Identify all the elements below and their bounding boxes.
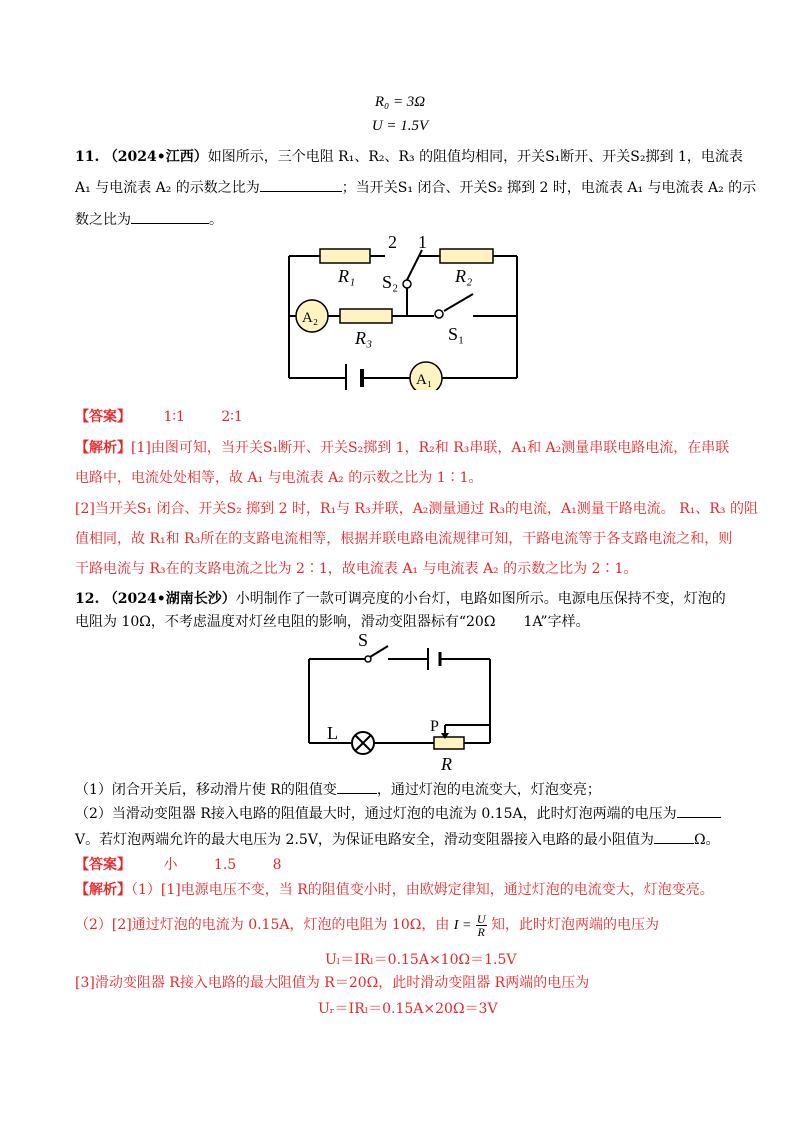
q12-formula-denominator: R xyxy=(477,924,485,939)
label-position-1: 1 xyxy=(418,232,427,252)
q11-analysis-2a: [2]当开关S₁ 闭合、开关S₂ 掷到 2 时，R₁与 R₃并联，A₂测量通过 R₃的电流，A₁测量干路电流。 R₁、R₃ 的阻 xyxy=(75,501,758,517)
q12-answer-label: 【答案】 xyxy=(75,857,131,873)
label-s1: S₁ xyxy=(448,324,465,344)
q11-text-c1: 数之比为 xyxy=(75,212,131,228)
q12-text-a: 小明制作了一款可调亮度的小台灯，电路如图所示。电源电压保持不变，灯泡的 xyxy=(235,591,726,607)
q11-analysis-line-3 xyxy=(75,499,758,519)
label-s2: S₂ xyxy=(382,272,399,292)
q12-blank-2 xyxy=(677,817,721,818)
label-position-2: 2 xyxy=(388,232,397,252)
q12-analysis-line-2 xyxy=(75,908,659,943)
q11-analysis-label: 【解析】 xyxy=(75,440,131,456)
q11-text-c2: 。 xyxy=(209,212,223,228)
q11-number: 11. xyxy=(75,149,100,165)
q12-text-b: 电阻为 10Ω，不考虑温度对灯丝电阻的影响，滑动变阻器标有“20Ω 1A”字样。 xyxy=(75,614,590,630)
q12-analysis-line-1 xyxy=(75,880,714,900)
q11-answer-2: 2∶1 xyxy=(221,409,243,425)
resistor-r1 xyxy=(320,249,370,263)
label-r2: R₂ xyxy=(455,266,473,286)
label-r: R xyxy=(441,754,452,774)
q12-source: （2024•湖南长沙） xyxy=(103,591,236,607)
label-l: L xyxy=(327,723,338,743)
q11-answer-1: 1∶1 xyxy=(163,409,185,425)
q12-sub1b: ，通过灯泡的电流变大，灯泡变亮； xyxy=(376,782,601,798)
q12-equation-1: Uₗ＝IRₗ＝0.15A×10Ω＝1.5V xyxy=(325,952,517,968)
q11-text-b1: A₁ 与电流表 A₂ 的示数之比为 xyxy=(75,180,260,196)
q11-analysis-1a: [1]由图可知，当开关S₁断开、开关S₂掷到 1，R₂和 R₃串联，A₁和 A₂测量串联电路电流，在串联 xyxy=(131,440,730,456)
q12-answer-line xyxy=(75,855,282,875)
q12-sub2c: Ω。 xyxy=(693,832,720,848)
q12-circuit-diagram xyxy=(300,632,500,778)
q12-formula-fraction xyxy=(476,913,487,938)
q12-sub2-line-2 xyxy=(75,830,720,850)
q12-sub2a: （2）当滑动变阻器 R接入电路的阻值最大时，通过灯泡的电流为 0.15A，此时灯泡两端的电压为 xyxy=(75,806,677,822)
label-r3: R₃ xyxy=(355,328,373,348)
q11-answer-label: 【答案】 xyxy=(75,409,131,425)
q11-analysis-2b: 值相同，故 R₁和 R₃所在的支路电流相等，根据并联电路电流规律可知，干路电流等于各支路电流之和，则 xyxy=(75,531,733,547)
q11-line-1 xyxy=(75,147,743,167)
q11-text-a: 如图所示，三个电阻 R₁、R₂、R₃ 的阻值均相同，开关S₁断开、开关S₂掷到 1，电流表 xyxy=(207,149,743,165)
q11-line-3 xyxy=(75,210,223,230)
q12-number: 12. xyxy=(75,591,100,607)
q12-sub1-line xyxy=(75,780,601,800)
q12-blank-3 xyxy=(654,843,694,844)
q12-formula-numerator: U xyxy=(476,911,486,926)
resistor-r2 xyxy=(440,249,493,263)
label-p: P xyxy=(430,718,439,735)
q11-analysis-line-1 xyxy=(75,438,729,458)
q11-analysis-1b: 电路中，电流处处相等，故 A₁ 与电流表 A₂ 的示数之比为 1∶1。 xyxy=(75,470,483,486)
q11-analysis-line-2 xyxy=(75,468,483,488)
q12-sub1a: （1）闭合开关后，移动滑片使 R的阻值变 xyxy=(75,782,337,798)
q11-source: （2024•江西） xyxy=(103,149,208,165)
q11-text-b2: ；当开关S₁ 闭合、开关S₂ 掷到 2 时，电流表 A₁ 与电流表 A₂ 的示 xyxy=(341,180,757,196)
q12-equation-2: Uᵣ＝IRₗ＝0.15A×20Ω＝3V xyxy=(318,1001,498,1017)
q12-answer-1: 小 xyxy=(163,857,178,873)
switch-s1-pivot xyxy=(435,310,443,318)
rheostat-r xyxy=(434,737,464,749)
switch-s-pivot xyxy=(365,656,371,662)
q11-analysis-2c: 干路电流与 R₃在的支路电流之比为 2∶1，故电流表 A₁ 与电流表 A₂ 的示数之比为 2∶1。 xyxy=(75,561,638,577)
formula-r0: R₀ = 3Ω xyxy=(374,94,426,110)
q12-analysis-line-3 xyxy=(75,973,589,993)
resistor-r3 xyxy=(340,309,392,323)
q12-answer-2: 1.5 xyxy=(213,857,237,873)
q12-sub2-line-1 xyxy=(75,804,721,824)
q11-answer-line xyxy=(75,407,243,427)
q12-line-1 xyxy=(75,589,726,609)
q11-line-2 xyxy=(75,178,756,198)
q11-blank-2 xyxy=(131,223,209,224)
q12-analysis-3: [3]滑动变阻器 R接入电路的最大阻值为 R＝20Ω，此时滑动变阻器 R两端的电压为 xyxy=(75,975,590,991)
q12-analysis-1: （1）[1]电源电压不变，当 R的阻值变小时，由欧姆定律知，通过灯泡的电流变大，灯泡变亮。 xyxy=(131,882,714,898)
q11-blank-1 xyxy=(260,191,342,192)
q12-answer-3: 8 xyxy=(272,857,282,873)
q12-sub2b: V。若灯泡两端允许的最大电压为 2.5V，为保证电路安全，滑动变阻器接入电路的最小阻值为 xyxy=(75,832,654,848)
q11-circuit-diagram xyxy=(280,230,530,390)
q12-analysis-2a: （2）[2]通过灯泡的电流为 0.15A，灯泡的电阻为 10Ω，由 xyxy=(75,917,450,933)
q12-analysis-2b: 知，此时灯泡两端的电压为 xyxy=(490,917,659,933)
q11-analysis-line-4 xyxy=(75,529,732,549)
label-r1: R₁ xyxy=(338,266,356,286)
q12-line-2 xyxy=(75,612,590,632)
label-a2: A₂ xyxy=(302,310,319,326)
formula-u: U = 1.5V xyxy=(371,118,429,134)
label-a1: A₁ xyxy=(416,372,433,388)
switch-s2-pivot xyxy=(403,280,411,288)
q12-formula-lhs: I = xyxy=(453,918,472,933)
q12-blank-1 xyxy=(337,793,377,794)
q12-analysis-label: 【解析】 xyxy=(75,882,131,898)
q11-analysis-line-5 xyxy=(75,559,637,579)
label-s: S xyxy=(358,632,369,650)
